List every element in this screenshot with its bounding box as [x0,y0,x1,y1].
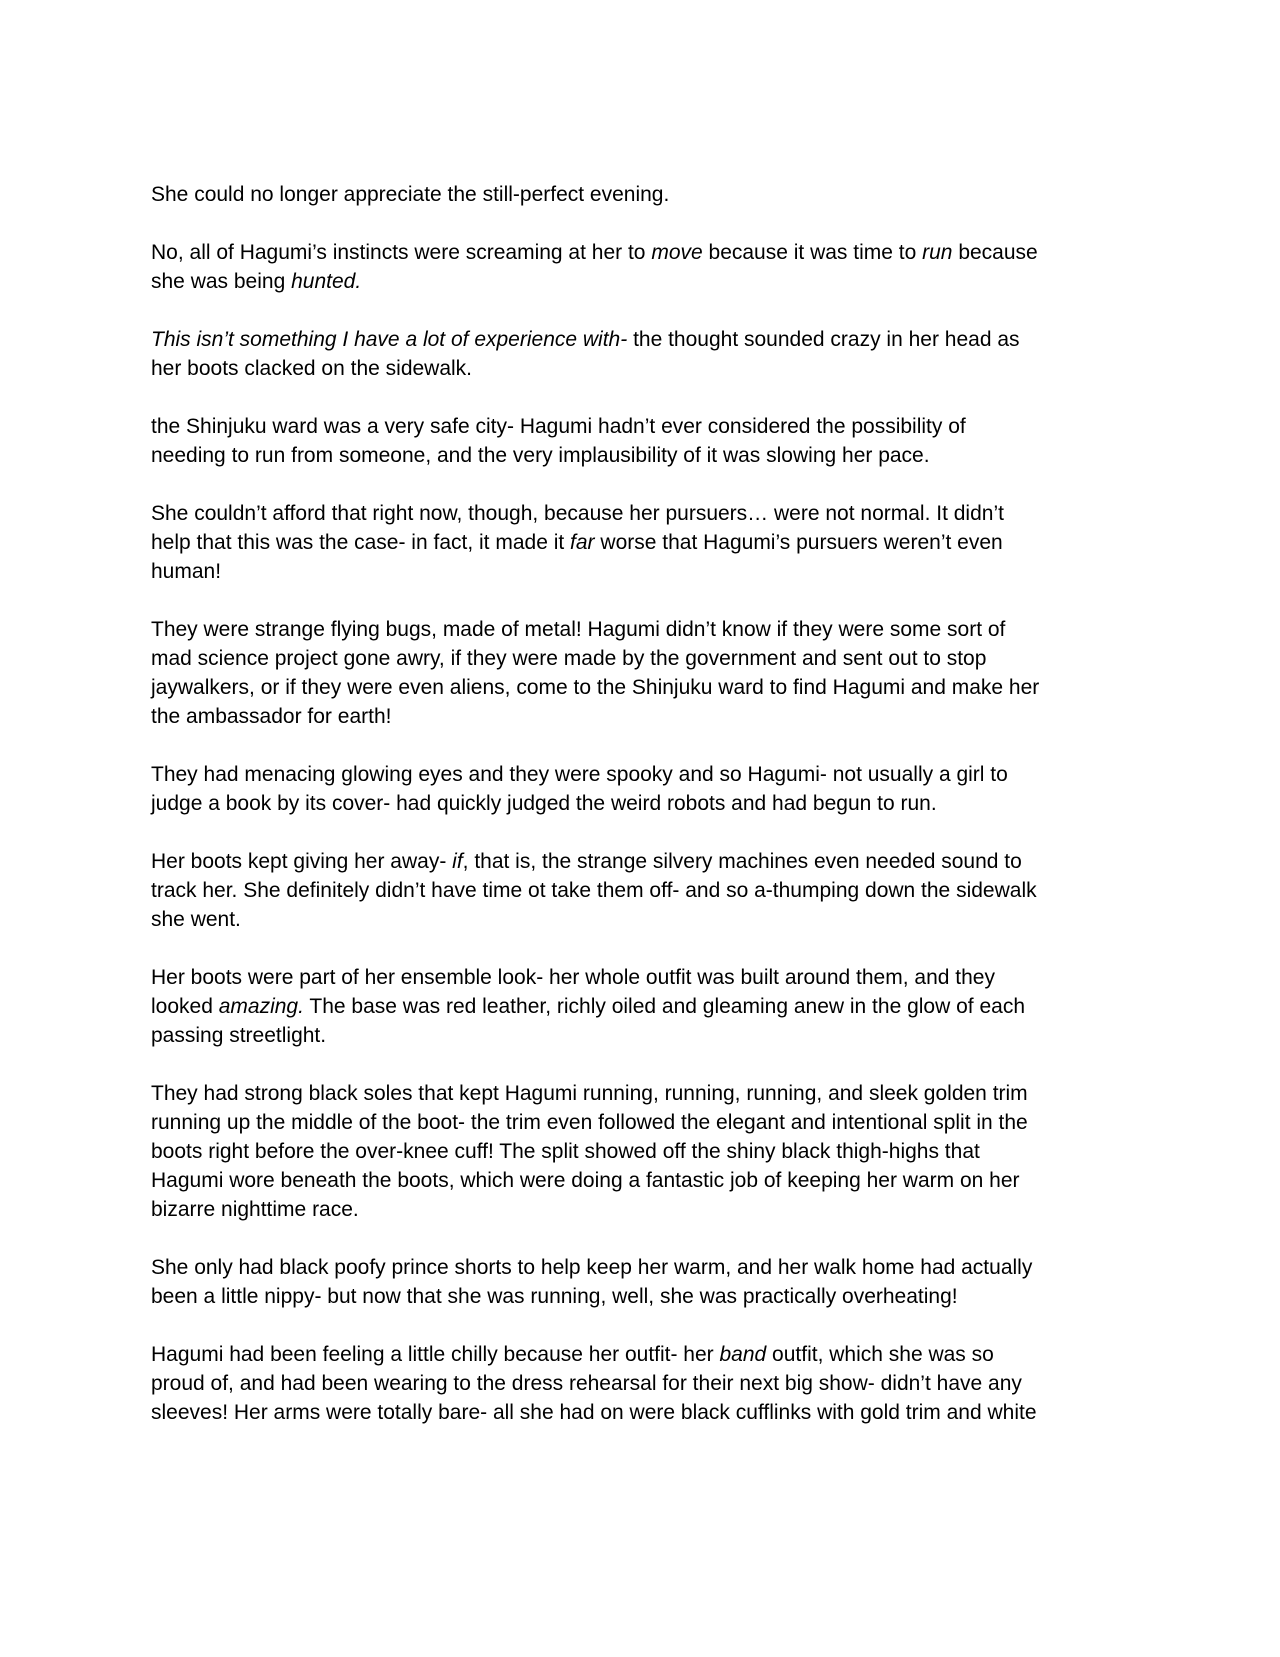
text-run: No, all of Hagumi’s instincts were screaming at her to [151,241,652,264]
document-body [151,180,1211,1456]
text-run: looked [151,995,219,1018]
text-line [151,1137,1211,1166]
text-run: sleeves! Her arms were totally bare- all she had on were black cufflinks with gold trim and white [151,1401,1037,1424]
text-line [151,789,1211,818]
text-run: the ambassador for earth! [151,705,392,728]
text-run: This isn’t something I have a lot of experience with- [151,328,628,351]
text-run: outfit, which she was so [766,1343,994,1366]
paragraph [151,615,1211,731]
text-run: she was being [151,270,292,293]
paragraph [151,1079,1211,1224]
text-line [151,441,1211,470]
text-run: She couldn’t afford that right now, though, because her pursuers… were not normal. It didn’t [151,502,1004,525]
text-line [151,1108,1211,1137]
text-run: , that is, the strange silvery machines even needed sound to [462,850,1022,873]
text-run: worse that Hagumi’s pursuers weren’t even [594,531,1003,554]
text-run: She could no longer appreciate the still-perfect evening. [151,183,670,206]
text-run: She only had black poofy prince shorts to help keep her warm, and her walk home had actually [151,1256,1033,1279]
text-line [151,760,1211,789]
text-line [151,673,1211,702]
paragraph [151,760,1211,818]
text-run: her boots clacked on the sidewalk. [151,357,473,380]
text-line [151,557,1211,586]
text-run: help that this was the case- in fact, it made it [151,531,571,554]
text-run: boots right before the over-knee cuff! The split showed off the shiny black thigh-highs that [151,1140,980,1163]
text-run: passing streetlight. [151,1024,327,1047]
paragraph [151,1253,1211,1311]
paragraph [151,499,1211,586]
text-line [151,847,1211,876]
text-run: They were strange flying bugs, made of metal! Hagumi didn’t know if they were some sort of [151,618,1006,641]
text-run: Her boots were part of her ensemble look- her whole outfit was built around them, and they [151,966,995,989]
text-line [151,267,1211,296]
text-line [151,992,1211,1021]
text-run: band [719,1343,767,1366]
text-line [151,499,1211,528]
text-line [151,644,1211,673]
text-line [151,354,1211,383]
text-line [151,412,1211,441]
text-line [151,1282,1211,1311]
paragraph [151,412,1211,470]
paragraph [151,238,1211,296]
text-run: if [452,850,463,873]
text-run: They had menacing glowing eyes and they were spooky and so Hagumi- not usually a girl to [151,763,1008,786]
text-run: because it was time to [702,241,923,264]
text-run: bizarre nighttime race. [151,1198,359,1221]
paragraph [151,963,1211,1050]
text-run: move [651,241,703,264]
text-run: hunted. [291,270,362,293]
paragraph [151,847,1211,934]
text-line [151,1079,1211,1108]
text-run: Her boots kept giving her away- [151,850,453,873]
text-line [151,1021,1211,1050]
text-run: because [952,241,1038,264]
text-line [151,1195,1211,1224]
text-run: been a little nippy- but now that she was running, well, she was practically overheating! [151,1285,958,1308]
text-run: needing to run from someone, and the very implausibility of it was slowing her pace. [151,444,930,467]
text-run: Hagumi had been feeling a little chilly because her outfit- her [151,1343,720,1366]
paragraph [151,1340,1211,1427]
text-run: proud of, and had been wearing to the dress rehearsal for their next big show- didn’t have any [151,1372,1022,1395]
text-line [151,180,1211,209]
text-line [151,1340,1211,1369]
text-run: run [922,241,953,264]
text-run: jaywalkers, or if they were even aliens, come to the Shinjuku ward to find Hagumi and make her [151,676,1040,699]
text-line [151,905,1211,934]
text-run: the Shinjuku ward was a very safe city- Hagumi hadn’t ever considered the possibility of [151,415,966,438]
text-run: They had strong black soles that kept Hagumi running, running, running, and sleek golden trim [151,1082,1028,1105]
text-line [151,1369,1211,1398]
text-run: Hagumi wore beneath the boots, which were doing a fantastic job of keeping her warm on her [151,1169,1020,1192]
text-line [151,1253,1211,1282]
text-run: amazing. [218,995,304,1018]
text-run: running up the middle of the boot- the trim even followed the elegant and intentional split in the [151,1111,1028,1134]
text-line [151,1166,1211,1195]
paragraph [151,180,1211,209]
text-run: judge a book by its cover- had quickly judged the weird robots and had begun to run. [151,792,937,815]
text-line [151,325,1211,354]
text-line [151,1398,1211,1427]
text-line [151,528,1211,557]
text-run: track her. She definitely didn’t have time ot take them off- and so a-thumping down the sidewalk [151,879,1037,902]
text-run: The base was red leather, richly oiled and gleaming anew in the glow of each [303,995,1025,1018]
text-line [151,238,1211,267]
text-run: the thought sounded crazy in her head as [627,328,1020,351]
text-run: mad science project gone awry, if they were made by the government and sent out to stop [151,647,987,670]
text-line [151,702,1211,731]
text-line [151,876,1211,905]
text-line [151,963,1211,992]
text-line [151,615,1211,644]
text-run: far [570,531,595,554]
text-run: human! [151,560,222,583]
paragraph [151,325,1211,383]
text-run: she went. [151,908,241,931]
